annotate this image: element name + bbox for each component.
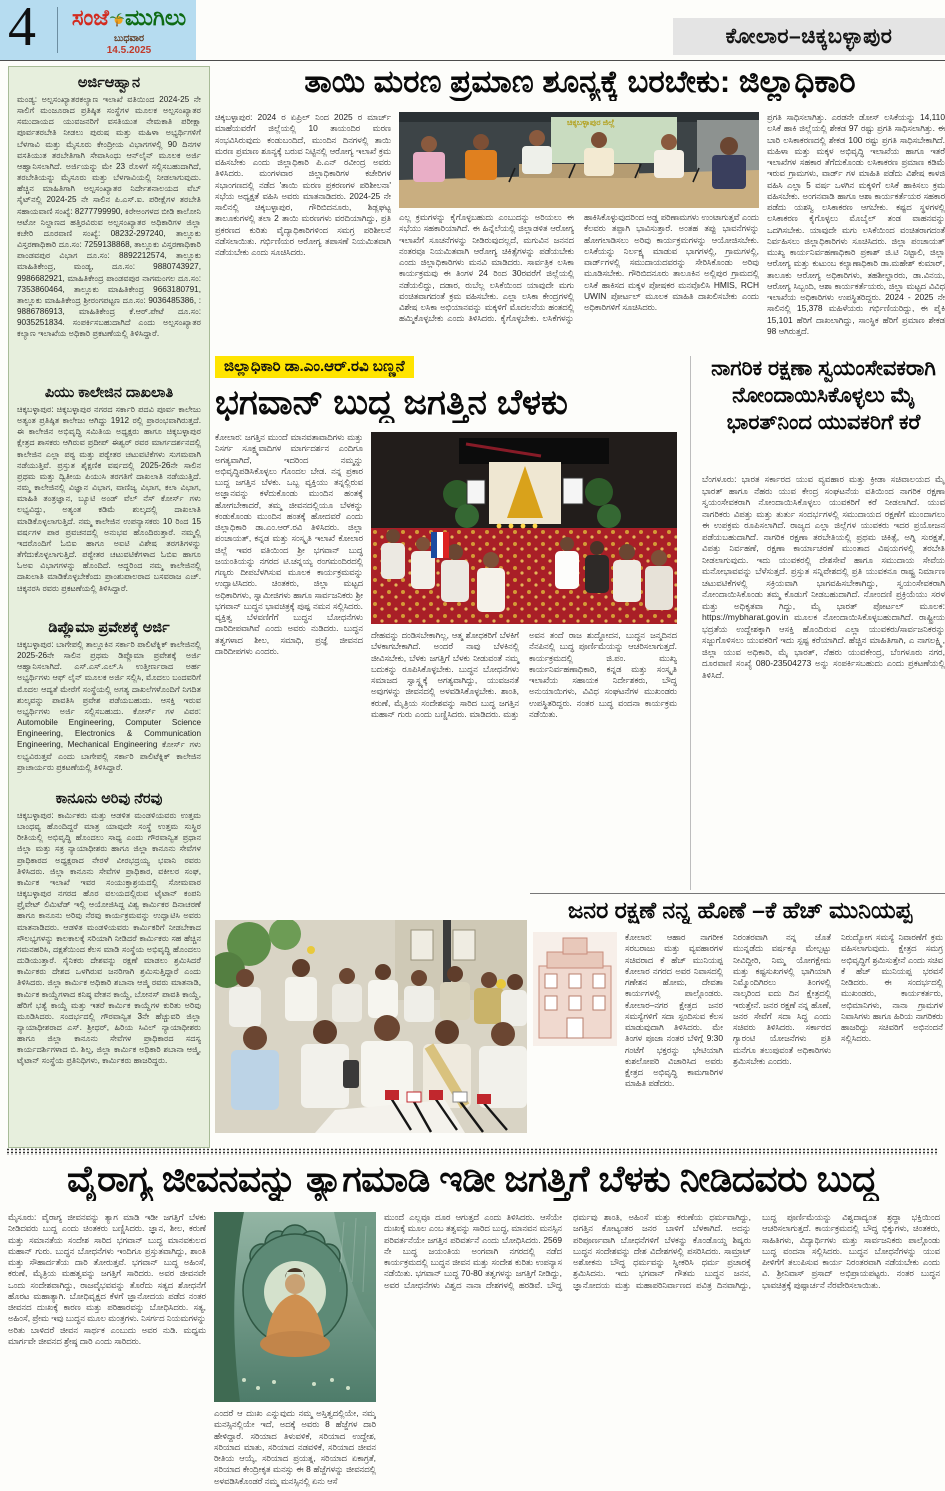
building-illustration — [533, 932, 617, 1046]
classified-body: ಚಿಕ್ಕಬಳ್ಳಾಪುರ: ಬಾಗೇಪಲ್ಲಿ ತಾಲ್ಲೂಕಿನ ಸರ್ಕಾರಿ ಪಾಲಿಟೆಕ್ನಿಕ್ ಕಾಲೇಜಿನಲ್ಲಿ 2025-26ನೇ ಸಾಲಿನ ಪ್ರಥಮ ಡಿಪ್ಲೊಮಾ ಪ್ರವೇಶಕ್ಕೆ ಅರ್ಜಿ ಆಹ್ವಾನಿಸಲಾಗಿದೆ. ಎಸ್.ಎಸ್.ಎಲ್.ಸಿ ಉತ್ತೀರ್ಣರಾದ ಅರ್ಹ ಅಭ್ಯರ್ಥಿಗಳು ಆಫ್ ಲೈನ್ ಮೂಲಕ ಅರ್ಜಿ ಸಲ್ಲಿಸಿ, ಮೊದಲು ಬಂದವರಿಗೆ ಮೊದಲ ಆದ್ಯತೆ ಮೇರೆಗೆ ಸಂಸ್ಥೆಯಲ್ಲಿ ಅಗತ್ಯ ದಾಖಲೆಗಳೊಂದಿಗೆ ನಿಗದಿತ ಶುಲ್ಕವನ್ನು ಪಾವತಿಸಿ ಪ್ರವೇಶ ಪಡೆಯಬಹುದು. ಆಸಕ್ತಿ ಇರುವ ಅಭ್ಯರ್ಥಿಗಳು ಅರ್ಜಿ ಸಲ್ಲಿಸಬಹುದು. ಕೋರ್ಸ್ ಗಳ ವಿವರ: Automobile Engineering, Computer Science Engineering, Electronics & Communication Engineering, Mechanical Engineering ಕೋರ್ಸ್ ಗಳು ಲಭ್ಯವಿರುತ್ತವೆ ಎಂದು ಬಾಗೇಪಲ್ಲಿ ಸರ್ಕಾರಿ ಪಾಲಿಟೆಕ್ನಿಕ್ ಕಾಲೇಜಿನ ಪ್ರಾಚಾರ್ಯರು ಪ್ರಕಟಣೆಯಲ್ಲಿ ತಿಳಿಸಿದ್ದಾರೆ. — [17, 640, 201, 772]
column-rule — [690, 356, 691, 890]
classifieds-column — [8, 66, 210, 1148]
edition-date: 14.5.2025 — [106, 45, 152, 56]
region-label: ಕೋಲಾರ–ಚಿಕ್ಕಬಳ್ಳಾಪುರ — [673, 18, 945, 55]
mybharat-body: ಬೆಂಗಳೂರು: ಭಾರತ ಸರ್ಕಾರದ ಯುವ ವ್ಯವಹಾರ ಮತ್ತು ಕ್ರೀಡಾ ಸಚಿವಾಲಯದ ಮೈ ಭಾರತ್ ಹಾಗೂ ನೆಹರು ಯುವ ಕೇಂದ್ರ ಸಂಘಟನೆಯ ವತಿಯಿಂದ ನಾಗರಿಕ ರಕ್ಷಣಾ ಸ್ವಯಂಸೇವಕರಾಗಿ ನೋಂದಾಯಿಸಿಕೊಳ್ಳಲು ಯುವಕರಿಗೆ ಕರೆ ನೀಡಲಾಗಿದೆ. ಯುವ ನಾಗರಿಕರು ವಿಪತ್ತು ಮತ್ತು ತುರ್ತು ಸಂದರ್ಭಗಳಲ್ಲಿ ಸಮುದಾಯದ ರಕ್ಷಣೆಗೆ ಮುಂದಾಗಲು ಈ ಉಪಕ್ರಮ ರೂಪಿಸಲಾಗಿದೆ. ರಾಜ್ಯದ ಎಲ್ಲಾ ಜಿಲ್ಲೆಗಳ ಯುವಕರು ಇದರ ಪ್ರಯೋಜನ ಪಡೆಯಬಹುದಾಗಿದೆ. ನಾಗರಿಕ ರಕ್ಷಣಾ ತರಬೇತಿಯಲ್ಲಿ ಪ್ರಥಮ ಚಿಕಿತ್ಸೆ, ಅಗ್ನಿ ಸುರಕ್ಷತೆ, ವಿಪತ್ತು ನಿರ್ವಹಣೆ, ರಕ್ಷಣಾ ಕಾರ್ಯಾಚರಣೆ ಮುಂತಾದ ವಿಷಯಗಳಲ್ಲಿ ತರಬೇತಿ ನೀಡಲಾಗುವುದು. ಇದು ಯುವಕರಲ್ಲಿ ದೇಶಸೇವೆ ಹಾಗೂ ಸಮುದಾಯ ಸೇವೆಯ ಮನೋಭಾವವನ್ನು ಬೆಳೆಸುತ್ತದೆ. ಪ್ರಸ್ತುತ ಸನ್ನಿವೇಶದಲ್ಲಿ ಪ್ರತಿ ಯುವಕನೂ ರಾಷ್ಟ್ರ ನಿರ್ಮಾಣ ಚಟುವಟಿಕೆಗಳಲ್ಲಿ ಸಕ್ರಿಯವಾಗಿ ಭಾಗವಹಿಸಬೇಕಾಗಿದ್ದು, ಸ್ವಯಂಸೇವಕರಾಗಿ ನೋಂದಾಯಿಸಿಕೊಂಡು ತಮ್ಮ ಕೊಡುಗೆ ನೀಡಬಹುದಾಗಿದೆ. ನೋಂದಣಿ ಪ್ರಕ್ರಿಯೆಯು ಸರಳ ಮತ್ತು ಅಧಿಕೃತವಾ ಗಿದ್ದು, ಮೈ ಭಾರತ್ ಪೋರ್ಟಲ್ ಮೂಲಕ: https://mybharat.gov.in ಮೂಲಕ ನೋಂದಾಯಿಸಿಕೊಳ್ಳಬಹುದಾಗಿದೆ. ರಾಷ್ಟ್ರೀಯ ಭದ್ರತೆಯ ಉದ್ದೇಶಕ್ಕಾಗಿ ಆಸಕ್ತಿ ಹೊಂದಿರುವ ಎಲ್ಲಾ ಯುವಕರು/ಸಾರ್ವಜನಿಕರನ್ನು ಸಜ್ಜುಗೊಳಿಸಲು ಯುವಕರಿಗೆ ಇದು ಸ್ಪಷ್ಟ ಕರೆಯಾಗಿದೆ. ಹೆಚ್ಚಿನ ಮಾಹಿತಿಗಾಗಿ, ಎ ನಾಗಲಕ್ಷ್ಮಿ, ಜಿಲ್ಲಾ ಯುವ ಅಧಿಕಾರಿ, ಮೈ ಭಾರತ್, ನೆಹರು ಯುವಕೇಂದ್ರ, ಬೆಂಗಳೂರು ನಗರ, ದೂರವಾಣಿ ಸಂಖ್ಯೆ 080-23504273 ಅನ್ನು ಸಂಪರ್ಕಿಸಬಹುದು ಎಂದು ಪ್ರಕಟಣೆಯಲ್ಲಿ ತಿಳಿಸಿದೆ. — [702, 474, 945, 680]
photo-screen-text: ಚಿಕ್ಕಬಳ್ಳಾಪುರ ಜಿಲ್ಲೆ — [567, 118, 615, 127]
classified-title: ಅರ್ಜಿಆಹ್ವಾನ — [77, 75, 141, 91]
buddha-headline: ಭಗವಾನ್ ಬುದ್ದ ಜಗತ್ತಿನ ಬೆಳಕು — [215, 383, 568, 422]
brand-name-first: ಸಂಜೆ — [71, 5, 109, 30]
banner-headline: ವೈರಾಗ್ಯ ಜೀವನವನ್ನು ತ್ಯಾಗಮಾಡಿ ಇಡೀ ಜಗತ್ತಿಗೆ ಬೆಳಕು ನೀಡಿದವರು ಬುದ್ದ — [67, 1158, 878, 1199]
section-rule — [530, 893, 945, 894]
classified-body: ಚಿಕ್ಕಬಳ್ಳಾಪುರ: ಚಿಕ್ಕಬಳ್ಳಾಪುರ ನಗರದ ಸರ್ಕಾರಿ ಪದವಿ ಪೂರ್ವ ಕಾಲೇಜು ಅತ್ಯಂತ ಪ್ರತಿಷ್ಠಿತ ಕಾಲೇಜು ಆಗಿದ್ದು 1912 ರಲ್ಲಿ ಪ್ರಾರಂಭವಾಗಿರುತ್ತದೆ. ಈ ಕಾಲೇಜಿನ ಅಭಿವೃದ್ಧಿ ಸಮಿತಿಯ ಅಧ್ಯಕ್ಷರು ಹಾಗೂ ಚಿಕ್ಕಬಳ್ಳಾಪುರ ಕ್ಷೇತ್ರದ ಶಾಸಕರು ಆಗಿರುವ ಪ್ರದೀಪ್ ಈಶ್ವರ್ ರವರ ಮಾರ್ಗದರ್ಶನದಲ್ಲಿ ಕಾಲೇಜಿನ ಎಲ್ಲಾ ಪಠ್ಯ ಮತ್ತು ಪಠ್ಯೇತರ ಚಟುವಟಿಕೆಗಳು ಸುಗಮವಾಗಿ ನಡೆಯುತ್ತಿವೆ. ಪ್ರಸ್ತುತ ಶೈಕ್ಷಣಿಕ ವರ್ಷದಲ್ಲಿ 2025-26ನೇ ಸಾಲಿನ ಪ್ರಥಮ ಮತ್ತು ದ್ವಿತೀಯ ಪಿಯುಸಿ ತರಗತಿಗೆ ದಾಖಲಾತಿ ನಡೆಯುತ್ತಿದೆ. ನಮ್ಮ ಕಾಲೇಜಿನಲ್ಲಿ ವಿಜ್ಞಾನ ವಿಭಾಗ, ವಾಣಿಜ್ಯ ವಿಭಾಗ, ಕಲಾ ವಿಭಾಗ, ಮಾಹಿತಿ ತಂತ್ರಜ್ಞಾನ, ಬ್ಯೂಟಿ ಅಂಡ್ ವೆಲ್ ನೆಸ್ ಕೋರ್ಸ್ ಗಳು ಲಭ್ಯವಿದ್ದು, ಅತ್ಯಂತ ಕಡಿಮೆ ಶುಲ್ಕದಲ್ಲಿ ದಾಖಲಾತಿ ಮಾಡಿಕೊಳ್ಳಲಾಗುತ್ತಿದೆ. ನಮ್ಮ ಕಾಲೇಜಿನ ಉಪನ್ಯಾಸಕರು 10 ರಿಂದ 15 ವರ್ಷಗಳ ಪಾಠ ಪ್ರವಚನದಲ್ಲಿ ಅನುಭವ ಹೊಂದಿರುತ್ತಾರೆ. ನಮ್ಮಲ್ಲಿ ಇದರೊಂದಿಗೆ ಓಬಿಐ ಹಾಗೂ ಅಐಟಿ ವಿಶೇಷ ತರಗತಿಗಳನ್ನು ತೆಗೆದುಕೊಳ್ಳಲಾಗುತ್ತಿದೆ. ಪಠ್ಯೇತರ ಚಟುವಟಿಕೆಗಳಾದ ಓಬಿಐ ಹಾಗೂ ಓಅಐ ವಿಭಾಗಗಳನ್ನು ಹೊಂದಿದೆ. ಆದ್ದರಿಂದ ನಮ್ಮ ಕಾಲೇಜಿನಲ್ಲಿ ದಾಖಲಾತಿ ಮಾಡಿಕೊಳ್ಳಬೇಕೆಂದು ಪ್ರಾಂಶುಪಾಲರಾದ ಬಸವರಾಜ ಎಚ್. ಚಿಕ್ಕನರಸಿ ರವರು ಪ್ರಕಟಣೆಯಲ್ಲಿ ತಿಳಿಸಿದ್ದಾರೆ. — [17, 405, 201, 593]
banner-columns: ಮುಂದೆ ಎಲ್ಲವೂ ದೂರ ಆಗುತ್ತದೆ ಎಂದು ತಿಳಿಸಿದರು. ಆಸೆಯೇ ದುಃಖಕ್ಕೆ ಮೂಲ ಎಂಬ ತತ್ವವನ್ನು ಸಾರಿದ ಬುದ್ಧ, ಮಾನವನ ಮನಸ್ಸಿನ ಪರಿವರ್ತನೆಯೇ ಜಗತ್ತಿನ ಪರಿವರ್ತನೆ ಎಂದು ಬೋಧಿಸಿದರು. 2569 ನೇ ಬುದ್ಧ ಜಯಂತಿಯ ಅಂಗವಾಗಿ ನಗರದಲ್ಲಿ ನಡೆದ ಕಾರ್ಯಕ್ರಮದಲ್ಲಿ ಬುದ್ಧನ ಜೀವನ ಮತ್ತು ಸಂದೇಶ ಕುರಿತು ಉಪನ್ಯಾಸ ನಡೆಯಿತು. ಭಗವಾನ್ ಬುದ್ಧ 70-80 ತತ್ವಗಳನ್ನು ಜಗತ್ತಿಗೆ ನೀಡಿದ್ದು, ಅವರ ಬೋಧನೆಗಳು ವಿಶ್ವದ ನಾನಾ ದೇಶಗಳಲ್ಲಿ ಹರಡಿವೆ. ಬೌದ್ಧ ಧರ್ಮವು ಶಾಂತಿ, ಅಹಿಂಸೆ ಮತ್ತು ಕರುಣೆಯ ಧರ್ಮವಾಗಿದ್ದು, ಜಗತ್ತಿನ ಕೋಟ್ಯಂತರ ಜನರ ಬಾಳಿಗೆ ಬೆಳಕಾಗಿದೆ. ಅದನ್ನು ಪರಿಪೂರ್ಣವಾಗಿ ಬೋಧನೆಗಳಿಗೆ ಬೆಳಕನ್ನು ಕೊಂಡೊಯ್ದ ಶಿಷ್ಯರು ಬುದ್ಧನ ಸಂದೇಶವನ್ನು ದೇಶ ವಿದೇಶಗಳಲ್ಲಿ ಪಸರಿಸಿದರು. ಸಾಮ್ರಾಟ್ ಅಶೋಕನು ಬೌದ್ಧ ಧರ್ಮವನ್ನು ಸ್ವೀಕರಿಸಿ ಧರ್ಮ ಪ್ರಚಾರಕ್ಕೆ ಶ್ರಮಿಸಿದನು. ಇದು ಭಗವಾನ್ ಗೌತಮ ಬುದ್ಧನ ಜನನ, ಜ್ಞಾನೋದಯ ಮತ್ತು ಮಹಾಪರಿನಿರ್ವಾಣದ ಪವಿತ್ರ ದಿನವಾಗಿದ್ದು, ಬುದ್ಧ ಪೂರ್ಣಿಮೆಯನ್ನು ವಿಶ್ವದಾದ್ಯಂತ ಶ್ರದ್ಧಾ ಭಕ್ತಿಯಿಂದ ಆಚರಿಸಲಾಗುತ್ತದೆ. ಕಾರ್ಯಕ್ರಮದಲ್ಲಿ ಬೌದ್ಧ ಭಿಕ್ಕುಗಳು, ಚಿಂತಕರು, ಸಾಹಿತಿಗಳು, ವಿದ್ಯಾರ್ಥಿಗಳು ಮತ್ತು ಸಾರ್ವಜನಿಕರು ಪಾಲ್ಗೊಂಡು ಬುದ್ಧ ವಂದನಾ ಸಲ್ಲಿಸಿದರು. ಬುದ್ಧನ ಬೋಧನೆಗಳನ್ನು ಯುವ ಪೀಳಿಗೆಗೆ ತಲುಪಿಸುವ ಕಾರ್ಯ ನಿರಂತರವಾಗಿ ನಡೆಯಬೇಕು ಎಂದು ವಿ. ಶ್ರೀನಿವಾಸ್ ಪ್ರಸಾದ್ ಅಭಿಪ್ರಾಯಪಟ್ಟರು. ನಂತರ ಬುದ್ಧನ ಭಾವಚಿತ್ರಕ್ಕೆ ಪುಷ್ಪಾರ್ಚನೆ ನೆರವೇರಿಸಲಾಯಿತು. — [384, 1212, 940, 1290]
buddha-jayanti-photo — [371, 432, 677, 624]
article-column: ನಿರುದ್ಯೋಗ ಸಮಸ್ಯೆ ನಿವಾರಣೆಗೆ ಕ್ರಮ ವಹಿಸಲಾಗುವುದು. ಕ್ಷೇತ್ರದ ಸಮಗ್ರ ಅಭಿವೃದ್ಧಿಗೆ ಶ್ರಮಿಸುತ್ತೇನೆ ಎಂದು ಸಚಿವ ಕೆ ಹೆಚ್ ಮುನಿಯಪ್ಪ ಭರವಸೆ ನೀಡಿದರು. ಈ ಸಂದರ್ಭದಲ್ಲಿ ಮುಖಂಡರು, ಕಾರ್ಯಕರ್ತರು, ಅಭಿಮಾನಿಗಳು, ನಾನಾ ಗ್ರಾಮಗಳ ನಿವಾಸಿಗಳು ಹಾಗೂ ಹಿರಿಯ ನಾಗರಿಕರು ಹಾಜರಿದ್ದು ಸಚಿವರಿಗೆ ಅಭಿನಂದನೆ ಸಲ್ಲಿಸಿದರು. — [841, 932, 943, 1044]
brand-name-second: ಮುಗಿಲು — [124, 5, 187, 30]
article-column: ಮೈಸೂರು: ವೈರಾಗ್ಯ ಜೀವನವನ್ನು ತ್ಯಾಗ ಮಾಡಿ ಇಡೀ ಜಗತ್ತಿಗೆ ಬೆಳಕು ನೀಡಿದವರು ಬುದ್ದ ಎಂದು ಚಿಂತಕರು ಬಣ್ಣಿಸಿದರು. ಜ್ಞಾನ, ಶೀಲ, ಕರುಣೆ ಮತ್ತು ಸಮಾನತೆಯ ಸಂದೇಶ ಸಾರಿದ ಭಗವಾನ್ ಬುದ್ಧ ಮಾನವಕುಲದ ಮಹಾನ್ ಗುರು. ಬುದ್ಧನ ಬೋಧನೆಗಳು ಇಂದಿಗೂ ಪ್ರಸ್ತುತವಾಗಿದ್ದು, ಶಾಂತಿ ಮತ್ತು ಸೌಹಾರ್ದತೆಯ ದಾರಿ ತೋರುತ್ತವೆ. ಭಗವಾನ್ ಬುದ್ಧ ಅಹಿಂಸೆ, ಕರುಣೆ, ಮೈತ್ರಿಯ ಮಹತ್ವವನ್ನು ಜಗತ್ತಿಗೆ ಸಾರಿದರು. ಅವರ ಜೀವನವೇ ಒಂದು ಸಂದೇಶವಾಗಿದ್ದು, ರಾಜವೈಭವವನ್ನು ತೊರೆದು ಸತ್ಯದ ಶೋಧನೆಗೆ ಹೊರಟ ಮಹಾತ್ಯಾಗಿ. ಬೋಧಿವೃಕ್ಷದ ಕೆಳಗೆ ಜ್ಞಾನೋದಯ ಪಡೆದ ನಂತರ ಜೀವನದ ದುಃಖಕ್ಕೆ ಕಾರಣ ಮತ್ತು ಪರಿಹಾರವನ್ನು ಬೋಧಿಸಿದರು. ಸತ್ಯ, ಅಹಿಂಸೆ, ಪ್ರೇಮ ಇವು ಬುದ್ಧನ ಮೂಲ ಮಂತ್ರಗಳು. ನಿಸರ್ಗದ ನಿಯಮಗಳನ್ನು ಅರಿತು ಬಾಳಿದರೆ ಜೀವನ ಸಾರ್ಥಕ ಎಂಬುದು ಅವರ ನುಡಿ. ಮಧ್ಯಮ ಮಾರ್ಗವೇ ಜೀವನದ ಶ್ರೇಷ್ಠ ದಾರಿ ಎಂದು ಸಾರಿದರು. — [8, 1212, 206, 1346]
article-column: ಎಲ್ಲ ಕ್ರಮಗಳನ್ನು ಕೈಗೊಳ್ಳಬಹುದು ಎಂಬುದನ್ನು ಅರಿಯಲು ಈ ಸಭೆಯು ಸಹಕಾರಿಯಾಗಿದೆ. ಈ ಹಿನ್ನೆಲೆಯಲ್ಲಿ ಜಿಲ್ಲಾಡಳಿತ ಆರೋಗ್ಯ ಇಲಾಖೆಗೆ ಸೂಚನೆಗಳನ್ನು ನೀಡಿರುವುದಲ್ಲದೆ, ಮಗುವಿನ ಜನನದ ನಂತರವೂ ನಿಯಮಿತವಾಗಿ ಆರೋಗ್ಯ ಚಿಕಿತ್ಸೆಗಳನ್ನು ಪಡೆಯಬೇಕು ಎಂದು ಜಿಲ್ಲಾಧಿಕಾರಿಗಳು ಮನವಿ ಮಾಡಿದರು. ಸಾರ್ವತ್ರಿಕ ಲಸಿಕಾ ಕಾರ್ಯಕ್ರಮವು ಈ ತಿಂಗಳ 24 ರಿಂದ 30ರವರೆಗೆ ಜಿಲ್ಲೆಯಲ್ಲಿ ನಡೆಯಲಿದ್ದು, ದಡಾರ, ರುಬೆಲ್ಲ ಲಸಿಕೆಯಿಂದ ಯಾವುದೇ ಮಗು ವಂಚಿತವಾಗದಂತೆ ಕ್ರಮ ವಹಿಸಬೇಕು. ಎಲ್ಲಾ ಲಸಿಕಾ ಕೇಂದ್ರಗಳಲ್ಲಿ ವಿಶೇಷ ಲಸಿಕಾ ಅಭಿಯಾನವನ್ನು ಮಕ್ಕಳಿಗೆ ಮೊದಲನೆಯ ಹಂತದಲ್ಲಿ ಹಮ್ಮಿಕೊಳ್ಳಬೇಕು ಎಂದು ತಿಳಿಸಿದರು. — [399, 212, 574, 324]
buddha-painting — [214, 1212, 376, 1402]
classified-body: ಮಂಡ್ಯ: ಅಲ್ಪಸಂಖ್ಯಾತರಕಲ್ಯಾಣ ಇಲಾಖೆ ವತಿಯಿಂದ 2024-25 ನೇ ಸಾಲಿಗೆ ಮಂಜೂರಾದ ಪ್ರತಿಷ್ಠಿತ ಸಂಸ್ಥೆಗಳ ಮೂಲಕ ಅಲ್ಪಸಂಖ್ಯಾತರ ಸಮುದಾಯದ ಯುವಜನರಿಗೆ ವಸತಿಯುತ ನೇಮಕಾತಿ ಪರೀಕ್ಷಾ ಪೂರ್ವತರಬೇತಿ ನೀಡಲು ಪುರುಷ ಮತ್ತು ಮಹಿಳಾ ಅಭ್ಯರ್ಥಿಗಳಿಗೆ ಬೆಳಗಾವಿ ಮತ್ತು ಮೈಸೂರು ಕೇಂದ್ರೀಯ ವಿಭಾಗಗಳಲ್ಲಿ 90 ದಿನಗಳ ವಸತಿಯುತ ತರಬೇತಿಗಾಗಿ ಸೇವಾಸಿಂಧು ಆನ್‌ಲೈನ್ ಮೂಲಕ ಅರ್ಜಿ ಆಹ್ವಾನಿಸಲಾಗಿದೆ. ಅರ್ಜಿಯನ್ನು ಮೇ 23 ರೊಳಗೆ ಸಲ್ಲಿಸಬಹುದಾಗಿದೆ, ತರಬೇತಿಯನ್ನು ಮೈಸೂರು ಮತ್ತು ಬೆಳಗಾವಿಯಲ್ಲಿ ನೀಡಲಾಗುವುದು. ಹೆಚ್ಚಿನ ಮಾಹಿತಿಗಾಗಿ ಅಲ್ಪಸಂಖ್ಯಾತರ ನಿರ್ದೇಶನಾಲಯದ ವೆಬ್ ಸೈಟ್‌ನಲ್ಲಿ 2024-25 ನೇ ಸಾಲಿನ ಪಿ.ಎಸ್.ಐ. ಪರೀಕ್ಷೆಗಳ ತರಬೇತಿ ಸಹಾಯವಾಣಿ ಸಂಖ್ಯೆ: 8277799990, ಕಿರೇಅಂಗಳದ ಬೀಡಿ ಕಾಲೋನಿ ಆಟೋ ನಿಲ್ದಾಣದ ಹತ್ತಿರವಿರುವ ಅಲ್ಪಸಂಖ್ಯಾತರ ಅಧಿಕಾರಿಗಳ ಜಿಲ್ಲಾ ಕಚೇರಿ ದೂರವಾಣಿ ಸಂಖ್ಯೆ: 08232-297240, ತಾಲ್ಲೂಕು ವಿಸ್ತರಣಾಧಿಕಾರಿ ದೂ.ಸಂ: 7259138868, ತಾಲ್ಲೂಕು ವಿಸ್ತರಣಾಧಿಕಾರಿ ಪಾಂಡವಪುರ ವಿಭಾಗ ದೂ.ಸಂ: 8892212574, ತಾಲ್ಲೂಕು ಮಾಹಿತಿಕೇಂದ್ರ, ಮಂಡ್ಯ, ದೂ.ಸಂ: 9880743927, 9986682921, ಮಾಹಿತಿಕೇಂದ್ರ ಪಾಂಡವಪುರ ನಾಗಮಂಗಲ ದೂ.ಸಂ: 7353860464, ತಾಲ್ಲೂಕು ಮಾಹಿತಿಕೇಂದ್ರ 9663180791, ತಾಲ್ಲೂಕು ಮಾಹಿತಿಕೇಂದ್ರ ಶ್ರೀರಂಗಪಟ್ಟಣ ದೂ.ಸಂ: 9036485386, : 9886786913, ಮಾಹಿತಿಕೇಂದ್ರ ಕೆ.ಆರ್.ಪೇಟೆ ದೂ.ಸಂ: 9035251834. ಸಂಪರ್ಕಿಸಬಹುದಾಗಿದೆ ಎಂದು ಅಲ್ಪಸಂಖ್ಯಾತರ ಕಲ್ಯಾಣ ಇಲಾಖೆಯ ಅಧಿಕಾರಿ ಪ್ರಕಟಣೆಯಲ್ಲಿ ತಿಳಿಸಿದ್ದಾರೆ. — [17, 95, 201, 339]
header-rule — [0, 60, 945, 61]
classified-title: ಡಿಪ್ಲೊಮಾ ಪ್ರವೇಶಕ್ಕೆ ಅರ್ಜಿ — [48, 620, 170, 636]
main-headline: ತಾಯಿ ಮರಣ ಪ್ರಮಾಣ ಶೂನ್ಯಕ್ಕೆ ಬರಬೇಕು: ಜಿಲ್ಲಾಧಿಕಾರಿ — [304, 64, 856, 99]
article-column: ಎಂದರೆ ಆ ದುಃಖ ಎನ್ನುವುದು ನಮ್ಮ ಅಸ್ತಿತ್ವದಲ್ಲಿಯೇ, ನಮ್ಮ ಮನಸ್ಸಿನಲ್ಲಿಯೇ ಇದೆ, ಅದಕ್ಕೆ ಅವರು 8 ಹೆಜ್ಜೆಗಳ ದಾರಿ ಹೇಳಿದ್ದಾರೆ. ಸರಿಯಾದ ತಿಳುವಳಿಕೆ, ಸರಿಯಾದ ಉದ್ದೇಶ, ಸರಿಯಾದ ಮಾತು, ಸರಿಯಾದ ನಡವಳಿಕೆ, ಸರಿಯಾದ ಜೀವನ ರೀತಿಯ ಆಯ್ಕೆ, ಸರಿಯಾದ ಪ್ರಯತ್ನ, ಸರಿಯಾದ ಏಕಾಗ್ರತೆ, ಸರಿಯಾದ ಕೇಂದ್ರೀಕೃತ ಮನಸ್ಸು ಈ 8 ಹೆಜ್ಜೆಗಳನ್ನು ಜೀವನದಲ್ಲಿ ಅಳವಡಿಸಿಕೊಂಡರೆ ನಮ್ಮ ಮನಸ್ಸಿನಲ್ಲಿ ಏನು ಆಸೆ — [214, 1408, 376, 1486]
article-column: ಪ್ರಗತಿ ಸಾಧಿಸಲಾಗಿತ್ತು. ಎರಡನೇ ಡೋಸ್ ಲಸಿಕೆಯನ್ನು 14,110 ಲಸಿಕೆ ಹಾಕಿ ಜಿಲ್ಲೆಯಲ್ಲಿ ಶೇಕಡ 97 ರಷ್ಟು ಪ್ರಗತಿ ಸಾಧಿಸಲಾಗಿತ್ತು. ಈ ಬಾರಿ ಲಸಿಕಾಕರಣದಲ್ಲಿ ಶೇಕಡ 100 ರಷ್ಟು ಪ್ರಗತಿ ಸಾಧಿಸಬೇಕಾಗಿದೆ. ಮಹಿಳಾ ಮತ್ತು ಮಕ್ಕಳ ಅಭಿವೃದ್ಧಿ ಇಲಾಖೆಯ ಹಾಗೂ ಇತರೆ ಇಲಾಖೆಗಳ ಸಹಕಾರ ತೆಗೆದುಕೊಂಡು ಲಸಿಕಾಕರಣ ಪ್ರಮಾಣ ಕಡಿಮೆ ಇರುವ ಗ್ರಾಮಗಳು, ವಾರ್ಡ್ ಗಳ ಮಾಹಿತಿ ಪಡೆದು ವಿಶೇಷ ಕಾಳಜಿ ವಹಿಸಿ ಎಲ್ಲಾ 5 ವರ್ಷ ಒಳಗಿನ ಮಕ್ಕಳಿಗೆ ಲಸಿಕೆ ಹಾಕಿಸಲು ಕ್ರಮ ವಹಿಸಬೇಕು. ಅಂಗನವಾಡಿ ಹಾಗೂ ಆಶಾ ಕಾರ್ಯಕರ್ತೆಯರ ಸಹಕಾರ ಪಡೆದು ಯಶಸ್ವಿ ಲಸಿಕಾಕರಣ ಆಗಬೇಕು. ಕಷ್ಟದ ಸ್ಥಳಗಳಲ್ಲಿ ಲಸಿಕಾಕರಣ ಕೈಗೊಳ್ಳಲು ಮೊಬೈಲ್ ತಂಡ ವಾಹನವನ್ನು ಒದಗಿಸಬೇಕು. ಯಾವುದೇ ಮಗು ಲಸಿಕೆಯಿಂದ ವಂಚಿತರಾಗದಂತೆ ನಿರ್ವಹಿಸಲು ಜಿಲ್ಲಾಧಿಕಾರಿಗಳು ಸೂಚಿಸಿದರು. ಜಿಲ್ಲಾ ಪಂಚಾಯತ್ ಮುಖ್ಯ ಕಾರ್ಯನಿರ್ವಹಣಾಧಿಕಾರಿ ಪ್ರಕಾಶ್ ಜಿ.ಟಿ ನಿಟ್ಟಾಲಿ, ಜಿಲ್ಲಾ ಆರೋಗ್ಯ ಮತ್ತು ಕುಟುಂಬ ಕಲ್ಯಾಣಾಧಿಕಾರಿ ಡಾ.ಮಹೇಶ್ ಕುಮಾರ್, ತಾಲೂಕು ಆರೋಗ್ಯ ಅಧಿಕಾರಿಗಳು, ತಹಶೀಲ್ದಾರರು, ಡಾ.ವಿನಯ, ಆರೋಗ್ಯ ಸಿಬ್ಬಂದಿ, ಆಶಾ ಕಾರ್ಯಕರ್ತೆಯರು, ಜಿಲ್ಲಾ ಮಟ್ಟದ ವಿವಿಧ ಇಲಾಖೆಯ ಅಧಿಕಾರಿಗಳು ಉಪಸ್ಥಿತರಿದ್ದರು. 2024 - 2025 ನೇ ಸಾಲಿನಲ್ಲಿ 15,378 ಮಹಿಳೆಯರು ಗರ್ಭಿಣಿಯರಿದ್ದು, ಈ ಪೈಕಿ 15,101 ಹೆರಿಗೆ ದಾಖಲಾಗಿದ್ದು, ಸಾಂಸ್ಥಿಕ ಹೆರಿಗೆ ಪ್ರಮಾಣ ಶೇಕಡ 98 ಆಗಿರುತ್ತದೆ. — [767, 112, 945, 336]
muniyappa-headline: ಜನರ ರಕ್ಷಣೆ ನನ್ನ ಹೊಣೆ –ಕೆ ಹೆಚ್ ಮುನಿಯಪ್ಪ — [567, 897, 913, 923]
masthead-divider — [57, 7, 58, 53]
newspaper-logo — [64, 5, 194, 33]
article-column: ಮಾಡಿದರು. ಮತ್ತು ಅವನ ತಂದೆ ರಾಜ ಶುದ್ಧೋದನ, ಬುದ್ಧನ ಜನ್ಮದಿನದ ನೆನಪಿನಲ್ಲಿ ಬುದ್ಧ ಪೂರ್ಣಿಮೆಯನ್ನು ಆಚರಿಸಲಾಗುತ್ತದೆ. ಕಾರ್ಯಕ್ರಮದಲ್ಲಿ ಜಿ.ಪಂ. ಮುಖ್ಯ ಕಾರ್ಯನಿರ್ವಹಣಾಧಿಕಾರಿ, ಕನ್ನಡ ಮತ್ತು ಸಂಸ್ಕೃತಿ ಇಲಾಖೆಯ ಸಹಾಯಕ ನಿರ್ದೇಶಕರು, ಬೌದ್ಧ ಅನುಯಾಯಿಗಳು, ವಿವಿಧ ಸಂಘಟನೆಗಳ ಮುಖಂಡರು ಉಪಸ್ಥಿತರಿದ್ದರು. ನಂತರ ಬುದ್ಧ ವಂದನಾ ಕಾರ್ಯಕ್ರಮ ನಡೆಯಿತು. — [469, 630, 677, 719]
edition-day: ಬುಧವಾರ — [113, 33, 145, 44]
article-column: ನಿರಂತರವಾಗಿ ನನ್ನ ಜೊತೆ ಮುನ್ನಡೆದು ವರ್ಷಕ್ಕೂ ಮೇಲ್ಪಟ್ಟು ನೀವಿದ್ದೀರಿ, ನಿಮ್ಮ ಯೋಗಕ್ಷೇಮ ಮತ್ತು ಕಷ್ಟಸುಖಗಳಲ್ಲಿ ಭಾಗಿಯಾಗಿ ನಿಮ್ಮೊಂದಿಗಿರಲು ತಿಂಗಳಲ್ಲಿ ನಾಲ್ಕರಿಂದ ಐದು ದಿನ ಕ್ಷೇತ್ರದಲ್ಲಿ ಇರುತ್ತೇನೆ. ಜನರ ರಕ್ಷಣೆ ನನ್ನ ಹೊಣೆ, ಜನರ ಸೇವೆಗೆ ಸದಾ ಸಿದ್ಧ ಎಂದು ಸಚಿವರು ತಿಳಿಸಿದರು. ಸರ್ಕಾರದ ಗ್ಯಾರಂಟಿ ಯೋಜನೆಗಳು ಪ್ರತಿ ಮನೆಗೂ ತಲುಪುವಂತೆ ಅಧಿಕಾರಿಗಳು ಶ್ರಮಿಸಬೇಕು ಎಂದರು. — [733, 932, 831, 1066]
article-column: ಚಿಕ್ಕಬಳ್ಳಾಪುರ: 2024 ರ ಏಪ್ರಿಲ್ ನಿಂದ 2025 ರ ಮಾರ್ಚ್ ಮಾಹೆಯವರೆಗೆ ಜಿಲ್ಲೆಯಲ್ಲಿ 10 ತಾಯಂದಿರ ಮರಣ ಸಂಭವಿಸಿರುವುದು ಕಂಡುಬಂದಿದೆ, ಮುಂದಿನ ದಿನಗಳಲ್ಲಿ ತಾಯಿ ಮರಣ ಪ್ರಮಾಣ ಶೂನ್ಯಕ್ಕೆ ಬರುವ ನಿಟ್ಟಿನಲ್ಲಿ ಆರೋಗ್ಯ ಇಲಾಖೆ ಕ್ರಮ ವಹಿಸಬೇಕು ಎಂದು ಜಿಲ್ಲಾಧಿಕಾರಿ ಪಿ.ಎನ್ ರವೀಂದ್ರ ಅವರು ತಿಳಿಸಿದರು. ಮಂಗಳವಾರ ಜಿಲ್ಲಾಧಿಕಾರಿಗಳ ಕಚೇರಿಗಳ ಸಭಾಂಗಣದಲ್ಲಿ ನಡೆದ 'ತಾಯಿ ಮರಣ ಪ್ರಕರಣಗಳ ಪರಿಶೀಲನಾ' ಸಭೆಯ ಅಧ್ಯಕ್ಷತೆ ವಹಿಸಿ ಅವರು ಮಾತನಾಡಿದರು. 2024-25 ನೇ ಸಾಲಿನಲ್ಲಿ ಚಿಕ್ಕಬಳ್ಳಾಪುರ, ಗೌರಿಬಿದನೂರು, ಶಿಡ್ಲಘಟ್ಟ ತಾಲೂಕುಗಳಲ್ಲಿ ತಲಾ 2 ತಾಯಿ ಮರಣಗಳು ವರದಿಯಾಗಿದ್ದು, ಪ್ರತಿ ಪ್ರಕರಣದ ಕುರಿತು ವೈದ್ಯಾಧಿಕಾರಿಗಳಿಂದ ಸಮಗ್ರ ಪರಿಶೀಲನೆ ನಡೆಸಲಾಯಿತು. ಗರ್ಭಿಣಿಯರ ಆರೋಗ್ಯ ತಪಾಸಣೆ ನಿಯಮಿತವಾಗಿ ನಡೆಯಬೇಕು ಎಂದು ಸೂಚಿಸಿದರು. — [215, 112, 391, 257]
press-conference-photo — [215, 920, 527, 1133]
palm-sunset-icon — [109, 12, 125, 33]
dotted-separator — [6, 1148, 939, 1155]
article-column: ಕೋಲಾರ: ಜಗತ್ತಿನ ಮುಂದೆ ಮಾನವತಾವಾದಿಗಳು ಮತ್ತು ನಿಸರ್ಗ ಸೂಕ್ಷ್ಮವಾದಿಗಳ ಮಾರ್ಗದರ್ಶನ ಎಂದಿಗೂ ಅಗತ್ಯವಾಗಿದೆ, ಇದರಿಂದ ನಮ್ಮನ್ನು ಅಭಿವೃದ್ಧಿಪಡಿಸಿಕೊಳ್ಳಲು ಗೊಂದಲ ಬೇಡ. ನನ್ನ ಪ್ರಕಾರ ಬುದ್ದ ಜಗತ್ತಿನ ಬೆಳಕು. ಒಬ್ಬ ವ್ಯಕ್ತಿಯು ತನ್ನಲ್ಲಿರುವ ಅಜ್ಞಾನವನ್ನು ಕಳೆದುಕೊಂಡು ಮುಂದಿನ ಹಂತಕ್ಕೆ ಹೋಗಬೇಕಾದರೆ, ತಮ್ಮ ಜೀವನದಲ್ಲಿಯೂ ಬೆಳಕನ್ನು ಕಂಡುಕೊಂಡು ಮುಂದಿನ ಹಂತಕ್ಕೆ ಹೋದವರೆ ಎಂದು ಜಿಲ್ಲಾಧಿಕಾರಿ ಡಾ.ಎಂ.ಆರ್.ರವಿ ತಿಳಿಸಿದರು. ಜಿಲ್ಲಾ ಪಂಚಾಯತ್, ಕನ್ನಡ ಮತ್ತು ಸಂಸ್ಕೃತಿ ಇಲಾಖೆ ಕೋಲಾರ ಜಿಲ್ಲೆ ಇವರ ವತಿಯಿಂದ ಶ್ರೀ ಭಗವಾನ್ ಬುದ್ಧ ಜಯಂತಿಯನ್ನು ನಗರದ ಟಿ.ಚನ್ನಯ್ಯ ರಂಗಮಂದಿರದಲ್ಲಿ ಗಣ್ಯರು ದೀಪಬೆಳಗಿಸುವ ಮೂಲಕ ಕಾರ್ಯಕ್ರಮವನ್ನು ಉದ್ಘಾಟಿಸಿದರು. ಚಿಂತಕರು, ಜಿಲ್ಲಾ ಮಟ್ಟದ ಅಧಿಕಾರಿಗಳು, ಸ್ವಾಮೀಜಿಗಳು ಹಾಗೂ ಸಾರ್ವಜನಿಕರು ಶ್ರೀ ಭಗವಾನ್ ಬುದ್ಧನ ಭಾವಚಿತ್ರಕ್ಕೆ ಪುಷ್ಪ ನಮನ ಸಲ್ಲಿಸಿದರು. ವ್ಯಕ್ತಿತ್ವ ಬೆಳವಣಿಗೆಗೆ ಬುದ್ಧನ ಬೋಧನೆಗಳು ದಾರಿದೀಪವಾಗಿವೆ ಎಂದು ಅವರು ನುಡಿದರು. ಬುದ್ಧನ ತತ್ವಗಳಾದ ಶೀಲ, ಸಮಾಧಿ, ಪ್ರಜ್ಞೆ ಜೀವನದ ದಾರಿದೀಪಗಳು ಎಂದರು. — [215, 432, 363, 656]
mybharat-headline: ನಾಗರಿಕ ರಕ್ಷಣಾ ಸ್ವಯಂಸೇವಕರಾಗಿ ನೋಂದಾಯಿಸಿಕೊಳ್ಳಲು ಮೈ ಭಾರತ್‌ನಿಂದ ಯುವಕರಿಗೆ ಕರೆ — [711, 357, 936, 434]
classified-body: ಚಿಕ್ಕಬಳ್ಳಾಪುರ: ಕಾರ್ಮಿಕರು ಮತ್ತು ಆಡಳಿತ ಮಂಡಳಿಯವರು ಉತ್ತಮ ಬಾಂಧವ್ಯ ಹೊಂದಿದ್ದರೆ ಮಾತ್ರ ಯಾವುದೇ ಸಂಸ್ಥೆ ಉತ್ತಮ ಸುಸ್ಥಿರ ರೀತಿಯಲ್ಲಿ ಅಭಿವೃದ್ಧಿ ಹೊಂದಲು ಸಾಧ್ಯ ಎಂದು ಗೌರವಾನ್ವಿತ ಪ್ರಧಾನ ಜಿಲ್ಲಾ ಮತ್ತು ಸತ್ರ ನ್ಯಾಯಾಧೀಶರು ಹಾಗೂ ಜಿಲ್ಲಾ ಕಾನೂನು ಸೇವೆಗಳ ಪ್ರಾಧಿಕಾರದ ಅಧ್ಯಕ್ಷರಾದ ನೇರಳೆ ವೀರಭದ್ರಯ್ಯ ಭವಾನಿ ರವರು ತಿಳಿಸಿದರು. ಜಿಲ್ಲಾ ಕಾನೂನು ಸೇವೆಗಳ ಪ್ರಾಧಿಕಾರ, ವಕೀಲರ ಸಂಘ, ಕಾರ್ಮಿಕ ಇಲಾಖೆ ಇವರ ಸಂಯುಕ್ತಾಶ್ರಯದಲ್ಲಿ ಸೋಮವಾರ ಚಿಕ್ಕಬಳ್ಳಾಪುರ ನಗರದ ಹೊರ ವಲಯದಲ್ಲಿರುವ ಟೈಟಾನ್ ಕಂಪನಿ ಪ್ರೈವೇಟ್ ಲಿಮಿಟೆಡ್ ಇಲ್ಲಿ ಆಯೋಜಿಸಿದ್ದ ವಿಶ್ವ ಕಾರ್ಮಿಕರ ದಿನಾಚರಣೆ ಹಾಗೂ ಕಾನೂನು ಅರಿವು ನೆರವು ಕಾರ್ಯಕ್ರಮವನ್ನು ಉದ್ಘಾಟಿಸಿ ಅವರು ಮಾತನಾಡಿದರು. ಆಡಳಿತ ಮಂಡಳಿಯವರು ಕಾರ್ಮಿಕರಿಗೆ ನೀಡಬೇಕಾದ ಸೌಲಭ್ಯಗಳನ್ನು ಕಾಲಕಾಲಕ್ಕೆ ಸರಿಯಾಗಿ ನೀಡಿದರೆ ಕಾರ್ಮಿಕರು ಸಹ ಹೆಚ್ಚಿನ ಗಮನಹರಿಸಿ, ದಕ್ಷತೆಯಿಂದ ಕೆಲಸ ಮಾಡಿ ಸಂಸ್ಥೆಯ ಅಭಿವೃದ್ಧಿ ಹೊಂದಲು ದುಡಿಯುತ್ತಾರೆ. ಸೈನಿಕರು ದೇಶವನ್ನು ರಕ್ಷಣೆ ಮಾಡಲು ಶ್ರಮಿಸಿದರೆ ಕಾರ್ಮಿಕರು ದೇಶದ ಒಳಗಿರುವ ಜನರಿಗಾಗಿ ಶ್ರಮಿಸುತ್ತಿದ್ದಾರೆ ಎಂದು ತಿಳಿಸಿದರು. ಜಿಲ್ಲಾ ಕಾರ್ಮಿಕ ಅಧಿಕಾರಿ ಶಬಾನಾ ಆಜ್ಮಿ ರವರು ಮಾತನಾಡಿ, ಕಾರ್ಮಿಕ ಕಾಯ್ದೆಗಳಾದ ಕನಿಷ್ಠ ವೇತನ ಕಾಯ್ದೆ, ಬೋನಸ್ ಪಾವತಿ ಕಾಯ್ದೆ, ಹೆರಿಗೆ ಭತ್ಯೆ ಕಾಯ್ದೆ ಮತ್ತು ಇತರೆ ಕಾರ್ಮಿಕ ಕಾಯ್ದೆಗಳ ಕುರಿತು ಅರಿವು ಮೂಡಿಸಿದರು. ಸಂದರ್ಭದಲ್ಲಿ ಗೌರವಾನ್ವಿತ 3ನೇ ಹೆಚ್ಚುವರಿ ಜಿಲ್ಲಾ ನ್ಯಾಯಾಧೀಶರಾದ ಎಸ್. ಶ್ರೀಧರ್, ಹಿರಿಯ ಸಿವಿಲ್ ನ್ಯಾಯಾಧೀಶರು ಹಾಗೂ ಜಿಲ್ಲಾ ಕಾನೂನು ಸೇವೆಗಳ ಪ್ರಾಧಿಕಾರದ ಸದಸ್ಯ ಕಾರ್ಯದರ್ಶಿಗಳಾದ ಬಿ. ಶಿಲ್ಪ, ಜಿಲ್ಲಾ ಕಾರ್ಮಿಕ ಅಧಿಕಾರಿ ಶಬಾನಾ ಆಜ್ಮಿ, ಟೈಟಾನ್ ಸಂಸ್ಥೆಯ ಪ್ರತಿನಿಧಿಗಳು, ಕಾರ್ಮಿಕರು ಹಾಜರಿದ್ದರು. — [17, 811, 201, 1066]
article-column: ಕೋಲಾರ: ಆಹಾರ ನಾಗರೀಕ ಸರಬರಾಜು ಮತ್ತು ವ್ಯವಹಾರಗಳ ಸಚಿವರಾದ ಕೆ ಹೆಚ್ ಮುನಿಯಪ್ಪ ಕೋಲಾರ ನಗರದ ಅವರ ನಿವಾಸದಲ್ಲಿ ಗಣೇಶನ ಹೋಮ, ದೇವತಾ ಕಾರ್ಯಗಳಲ್ಲಿ ಪಾಲ್ಗೊಂಡರು. ಕೋಲಾರ–ನಗರ ಕ್ಷೇತ್ರದ ಜನರ ಸಮಸ್ಯೆಗಳಿಗೆ ಸದಾ ಸ್ಪಂದಿಸುವ ಕೆಲಸ ಮಾಡುವುದಾಗಿ ತಿಳಿಸಿದರು. ಮೇ ತಿಂಗಳ ಪೂಜಾ ನಂತರ ಬೆಳಿಗ್ಗೆ 9:30 ಗಂಟೆಗೆ ಭಕ್ತರನ್ನು ಭೇಟಿಯಾಗಿ ಕುಶಲೋಪರಿ ವಿಚಾರಿಸಿದ ಅವರು ಕ್ಷೇತ್ರದ ಅಭಿವೃದ್ಧಿ ಕಾಮಗಾರಿಗಳ ಮಾಹಿತಿ ಪಡೆದರು. — [625, 932, 723, 1089]
article-column: ಕೈಗೊಳ್ಳಬೇಕು. ಲಸಿಕೆಗಳನ್ನು ಹಾಕಿಸಿಕೊಳ್ಳುವುದರಿಂದ ಅಡ್ಡ ಪರಿಣಾಮಗಳು ಉಂಟಾಗುತ್ತವೆ ಎಂದು ಕೆಲವರು ತಪ್ಪಾಗಿ ಭಾವಿಸುತ್ತಾರೆ. ಅಂತಹ ತಪ್ಪು ಭಾವನೆಗಳನ್ನು ಹೋಗಲಾಡಿಸಲು ಅರಿವು ಕಾರ್ಯಕ್ರಮಗಳನ್ನು ಆಯೋಜಿಸಬೇಕು. ಲಸಿಕೆಯನ್ನು ನಿರ್ಲಕ್ಷ್ಯ ಮಾಡುವ ಭಾಗಗಳಲ್ಲಿ, ಗ್ರಾಮಗಳಲ್ಲಿ, ವಾರ್ಡ್‌ಗಳಲ್ಲಿ ಸಮುದಾಯದವರನ್ನು ಸೇರಿಸಿಕೊಂಡು ಅರಿವು ಮೂಡಿಸಬೇಕು. ಗೌರಿಬಿದನೂರು ತಾಲೂಕಿನ ಅಲ್ಲಿಪುರ ಗ್ರಾಮದಲ್ಲಿ ಲಸಿಕೆ ಹಾಕಿಸದ ಮಕ್ಕಳ ಪೋಷಕರ ಮನವೊಲಿಸಿ HMIS, RCH UWIN ಪೋರ್ಟಲ್ ಮೂಲಕ ಮಾಹಿತಿ ದಾಖಲಿಸಬೇಕು ಎಂದು ಅಧಿಕಾರಿಗಳಿಗೆ ಸೂಚಿಸಿದರು. — [500, 212, 759, 324]
meeting-photo — [399, 112, 759, 208]
buddha-kicker-wrap — [215, 356, 414, 378]
classified-title: ಕಾನೂನು ಅರಿವು ನೆರವು — [55, 791, 163, 807]
page-number: 4 — [8, 0, 36, 58]
article-columns-mid — [399, 212, 759, 352]
kicker-label: ಜಿಲ್ಲಾಧಿಕಾರಿ ಡಾ.ಎಂ.ಆರ್.ರವಿ ಬಣ್ಣನೆ — [215, 356, 414, 378]
buddha-below-photo-text — [371, 630, 677, 910]
masthead — [0, 0, 196, 61]
classified-title: ಪಿಯು ಕಾಲೇಜಿನ ದಾಖಲಾತಿ — [44, 385, 174, 401]
article-column: ದೇಹವನ್ನು ದಂಡಿಸಬೇಕಾಗಿಲ್ಲ, ಆತ್ಮ ಶೋಧಕರಿಗೆ ಬೆಳಕಿಗೆ ಬೆಳಕಾಗಬೇಕಾಗಿದೆ. ಅಂದರೆ ನಾವು ಬೆಳಕಿನಲ್ಲಿ ಜೀವಿಸಬೇಕು, ಬೆಳಕು ಜಗತ್ತಿಗೆ ಬೆಳಕು ನೀಡುವಂತೆ ನಮ್ಮ ಬದುಕನ್ನು ರೂಪಿಸಿಕೊಳ್ಳಬೇಕು. ಬುದ್ಧನ ಬೋಧನೆಗಳು ಸಮಾಜದ ಸ್ವಾಸ್ಥ್ಯಕ್ಕೆ ಅಗತ್ಯವಾಗಿದ್ದು, ಯುವಜನತೆ ಅವುಗಳನ್ನು ಜೀವನದಲ್ಲಿ ಅಳವಡಿಸಿಕೊಳ್ಳಬೇಕು. ಶಾಂತಿ, ಕರುಣೆ, ಮೈತ್ರಿಯ ಸಂದೇಶವನ್ನು ಸಾರಿದ ಬುದ್ಧ ಜಗತ್ತಿನ ಮಹಾನ್ ಗುರು ಎಂದು ಬಣ್ಣಿಸಿದರು. — [371, 630, 519, 719]
